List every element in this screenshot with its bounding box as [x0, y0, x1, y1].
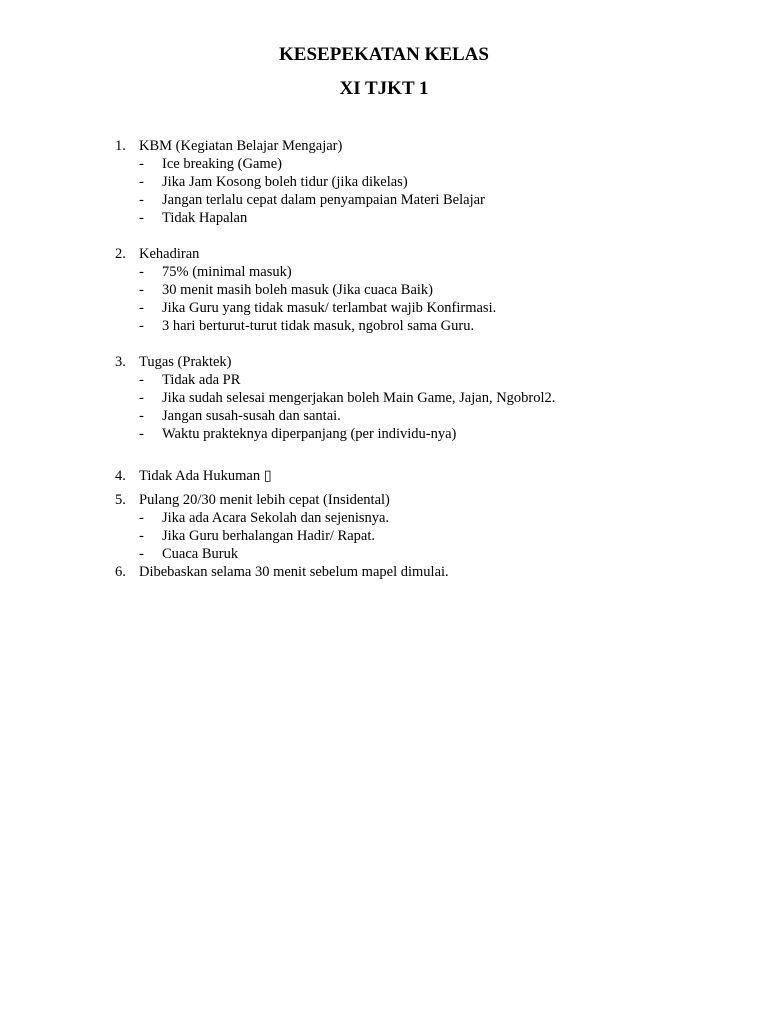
sub-item [0, 299, 768, 317]
list-number: 3. [115, 354, 126, 370]
bullet-dash: - [139, 174, 144, 190]
list-item-6 [0, 563, 768, 581]
document-subtitle: XI TJKT 1 [339, 78, 429, 99]
sub-item [0, 407, 768, 425]
sub-item-text: 30 menit masih boleh masuk (Jika cuaca Baik) [162, 282, 433, 298]
list-item-3 [0, 353, 768, 371]
list-number: 4. [115, 468, 126, 484]
bullet-dash: - [139, 318, 144, 334]
list-number: 2. [115, 246, 126, 262]
sub-item-text: 3 hari berturut-turut tidak masuk, ngobrol sama Guru. [162, 318, 475, 334]
sub-item [0, 209, 768, 227]
bullet-dash: - [139, 156, 144, 172]
sub-item-text: Tidak Hapalan [162, 210, 248, 226]
list-item-2 [0, 245, 768, 263]
sub-item [0, 527, 768, 545]
list-number: 5. [115, 492, 126, 508]
sub-item [0, 389, 768, 407]
list-item-text: KBM (Kegiatan Belajar Mengajar) [139, 138, 343, 154]
sub-item [0, 371, 768, 389]
bullet-dash: - [139, 210, 144, 226]
bullet-dash: - [139, 426, 144, 442]
sub-item [0, 281, 768, 299]
list-item-5 [0, 491, 768, 509]
sub-item-text: 75% (minimal masuk) [162, 264, 292, 280]
bullet-dash: - [139, 390, 144, 406]
sub-item [0, 263, 768, 281]
sub-item-text: Jika Jam Kosong boleh tidur (jika dikelas) [162, 174, 408, 190]
list-item-4 [0, 467, 768, 485]
sub-item-text: Ice breaking (Game) [162, 156, 282, 172]
list-item-text: Tugas (Praktek) [139, 354, 232, 370]
list-number: 6. [115, 564, 126, 580]
sub-item-text: Tidak ada PR [162, 372, 241, 388]
sub-item [0, 191, 768, 209]
document-title: KESEPEKATAN KELAS [279, 44, 489, 65]
bullet-dash: - [139, 510, 144, 526]
sub-item [0, 317, 768, 335]
list-item-text: Tidak Ada Hukuman ▯ [139, 468, 272, 484]
sub-item-text: Jika sudah selesai mengerjakan boleh Main Game, Jajan, Ngobrol2. [162, 390, 556, 406]
sub-item [0, 173, 768, 191]
sub-item-text: Jika Guru berhalangan Hadir/ Rapat. [162, 528, 375, 544]
bullet-dash: - [139, 528, 144, 544]
bullet-dash: - [139, 192, 144, 208]
list-number: 1. [115, 138, 126, 154]
list-item-text: Kehadiran [139, 246, 200, 262]
sub-item [0, 155, 768, 173]
agreement-list [0, 137, 768, 581]
sub-item-text: Cuaca Buruk [162, 546, 239, 562]
bullet-dash: - [139, 264, 144, 280]
bullet-dash: - [139, 300, 144, 316]
bullet-dash: - [139, 546, 144, 562]
sub-item-text: Waktu prakteknya diperpanjang (per individu-nya) [162, 426, 457, 442]
bullet-dash: - [139, 408, 144, 424]
list-item-text: Dibebaskan selama 30 menit sebelum mapel dimulai. [139, 564, 449, 580]
list-item-1 [0, 137, 768, 155]
list-item-text: Pulang 20/30 menit lebih cepat (Insidental) [139, 492, 390, 508]
sub-item [0, 545, 768, 563]
sub-item-text: Jika ada Acara Sekolah dan sejenisnya. [162, 510, 390, 526]
bullet-dash: - [139, 372, 144, 388]
sub-item [0, 425, 768, 443]
sub-item-text: Jika Guru yang tidak masuk/ terlambat wajib Konfirmasi. [162, 300, 497, 316]
bullet-dash: - [139, 282, 144, 298]
sub-item-text: Jangan susah-susah dan santai. [162, 408, 341, 424]
sub-item-text: Jangan terlalu cepat dalam penyampaian Materi Belajar [162, 192, 485, 208]
sub-item [0, 509, 768, 527]
